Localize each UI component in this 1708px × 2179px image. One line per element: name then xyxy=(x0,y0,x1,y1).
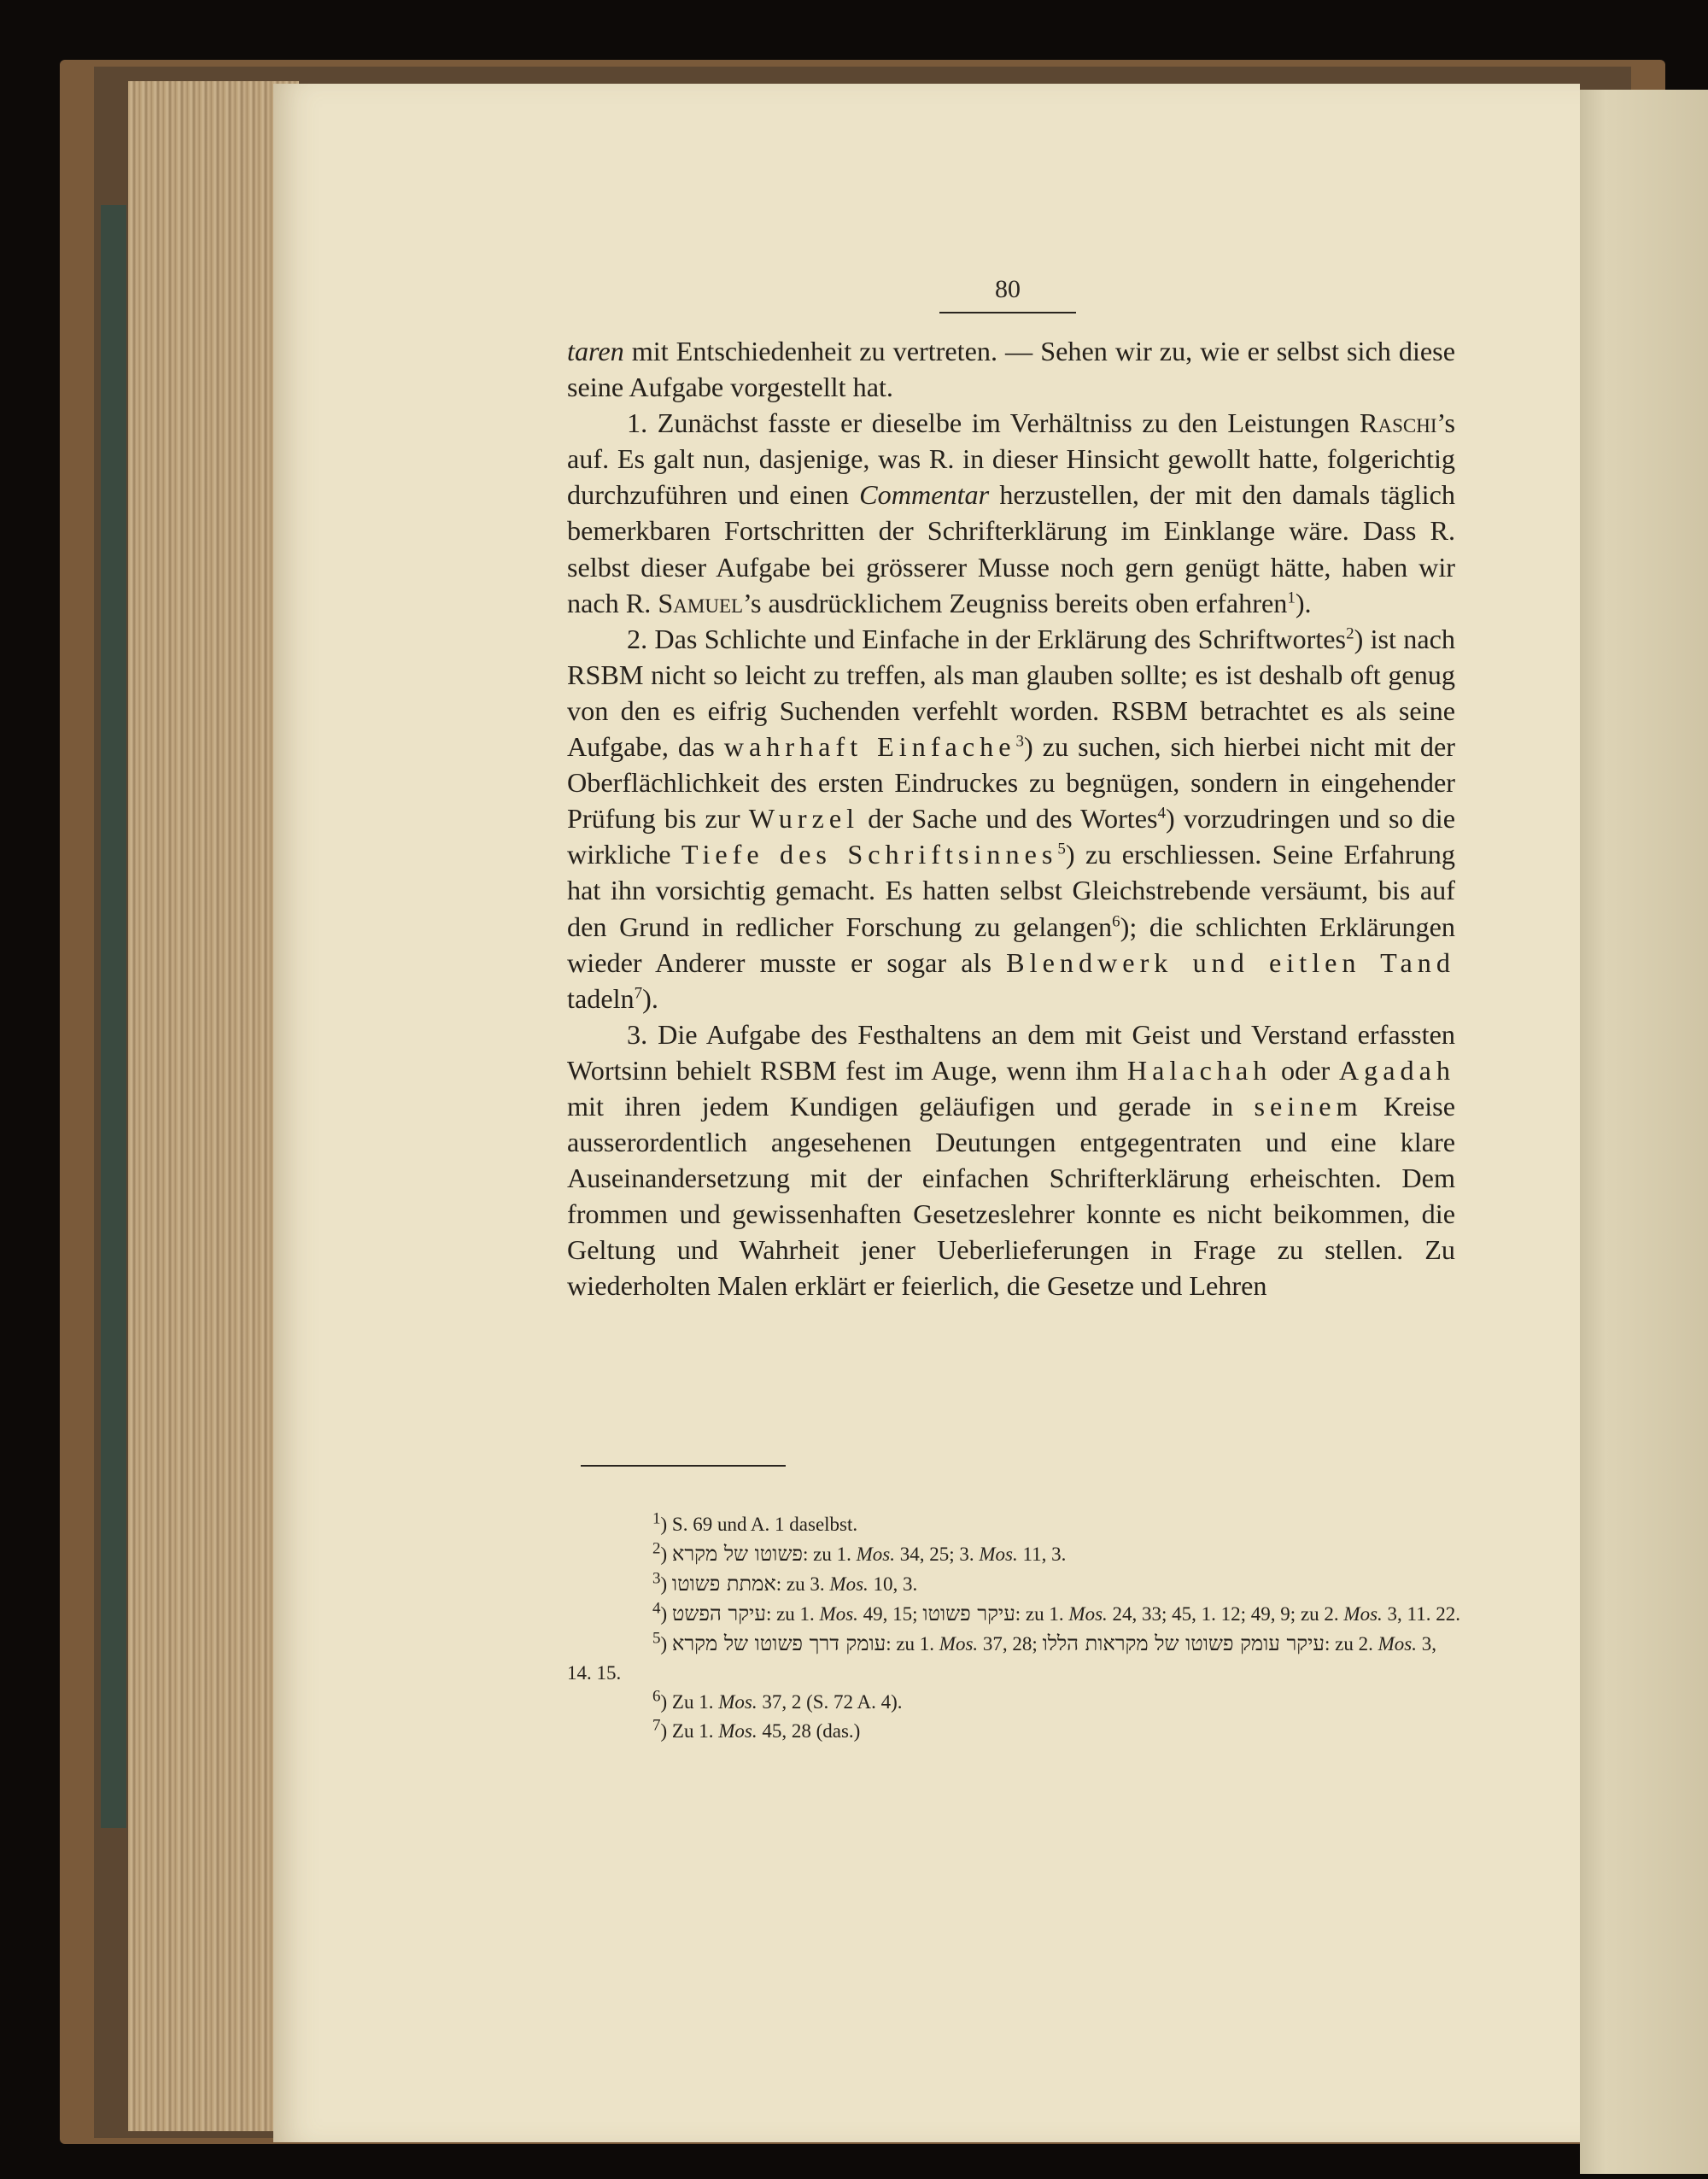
paragraph-3 xyxy=(567,1016,1455,1304)
text-run: : zu 1. xyxy=(765,1603,820,1625)
text-run: seinem xyxy=(1254,1090,1363,1122)
text-run: Mos. xyxy=(939,1633,979,1655)
hebrew-text: עיקר פשוטו xyxy=(922,1602,1015,1625)
text-run: Raschi xyxy=(1360,407,1437,439)
facing-page-edge xyxy=(1580,90,1708,2174)
text-run: Mos. xyxy=(1378,1633,1417,1655)
footnote-ref: 5 xyxy=(1057,840,1066,858)
text-run: Kreise ausserordentlich angesehenen Deutungen entgegentraten und eine klare Auseinandersetzung mit der einfachen Schrifterklärung erheischten. Dem frommen und gewissenhaften Gesetzeslehrer konnte es nicht beikommen, die Geltung und Wahrheit jener Ueberlieferungen in Frage zu stellen. Zu wiederholten Malen erklärt er feierlich, die Gesetze und Lehren xyxy=(567,1090,1455,1302)
footnote-rule xyxy=(581,1465,786,1467)
text-run: Mos. xyxy=(1068,1603,1108,1625)
text-run: wahrhaft Einfache xyxy=(723,731,1016,763)
text-run: mit ihren jedem Kundigen geläufigen und gerade in xyxy=(567,1090,1255,1122)
footnote-2 xyxy=(567,1539,1464,1569)
text-run: Samuel xyxy=(658,587,744,618)
footnote-5 xyxy=(567,1629,1464,1688)
footnote-ref: 3 xyxy=(1015,732,1024,751)
text-run: herzustellen, der mit den damals täglich bemerkbaren Fortschritten der Schrifterklärung im Einklange wäre. Dass R. selbst dieser Aufgabe bei grösserer Musse noch gern genügt hätte, haben wir nach R. xyxy=(567,479,1455,618)
text-run: Halachah xyxy=(1126,1054,1272,1086)
text-run: Mos. xyxy=(856,1543,895,1565)
text-run: 45, 28 (das.) xyxy=(757,1720,861,1742)
text-run: ). xyxy=(642,982,658,1014)
text-run: ). xyxy=(1295,587,1312,618)
footnote-ref: 4 xyxy=(652,1599,661,1618)
text-run: : zu 2. xyxy=(1325,1633,1378,1655)
footnote-ref: 7 xyxy=(652,1716,661,1735)
footnote-ref: 3 xyxy=(652,1569,661,1588)
text-run: 3. Die Aufgabe des Festhaltens an dem mit Geist und Verstand erfassten Wortsinn behielt RSBM fest im Auge, wenn ihm xyxy=(567,1018,1455,1086)
body-text xyxy=(567,333,1455,1304)
text-run: : zu 1. xyxy=(886,1633,939,1655)
footnote-ref: 6 xyxy=(652,1687,661,1706)
text-run: Blendwerk und eitlen Tand xyxy=(1006,946,1455,978)
footnote-7 xyxy=(567,1717,1464,1746)
text-run: mit Entschiedenheit zu vertreten. — Sehen wir zu, wie er selbst sich diese seine Aufgabe vorgestellt hat. xyxy=(567,336,1455,403)
footnote-ref: 6 xyxy=(1112,911,1120,930)
text-run: Tiefe des Schriftsinnes xyxy=(681,839,1058,870)
hebrew-text: אמתת פשוטו xyxy=(671,1572,776,1596)
text-run: ) vorzudringen und so die wirkliche xyxy=(567,803,1455,870)
text-run: ) xyxy=(660,1633,672,1655)
text-run: Mos. xyxy=(829,1573,869,1595)
text-run: ); die schlichten Erklärungen wieder Anderer musste er sogar als xyxy=(567,911,1455,978)
text-run: ) xyxy=(660,1573,672,1595)
text-run: 34, 25; 3. xyxy=(895,1543,980,1565)
footnote-4 xyxy=(567,1599,1464,1629)
text-run: 2. Das Schlichte und Einfache in der Erklärung des Schriftwortes xyxy=(627,623,1347,654)
text-run: 10, 3. xyxy=(868,1573,918,1595)
text-run: tadeln xyxy=(567,982,635,1014)
footnote-ref: 2 xyxy=(652,1539,661,1558)
paragraph-continuation xyxy=(567,333,1455,405)
text-run: ) zu erschliessen. Seine Erfahrung hat ihn vorsichtig gemacht. Es hatten selbst Gleichstrebende versäumt, bis auf den Grund in redlicher Forschung zu gelangen xyxy=(567,839,1455,942)
text-run: 3, 14. 15. xyxy=(567,1633,1436,1684)
footnote-ref: 5 xyxy=(652,1629,661,1648)
text-run: ) xyxy=(660,1603,672,1625)
text-run: ’s auf. Es galt nun, dasjenige, was R. in dieser Hinsicht gewollt hatte, folgerichtig durchzuführen und einen xyxy=(567,407,1455,511)
text-run: ) ist nach RSBM nicht so leicht zu treffen, als man glauben sollte; es ist deshalb oft genug von den es eifrig Suchenden verfehlt worden. RSBM betrachtet es als seine Aufgabe, das xyxy=(567,623,1455,763)
footnote-ref: 1 xyxy=(652,1509,661,1528)
paragraph-1 xyxy=(567,405,1455,621)
hebrew-text: פשוטו של מקרא xyxy=(671,1542,804,1566)
hebrew-text: עיקר עומק פשוטו של מקראות הללו xyxy=(1042,1631,1325,1655)
hebrew-text: עיקר הפשט xyxy=(671,1602,766,1625)
text-run: Agadah xyxy=(1338,1054,1455,1086)
footnote-ref: 1 xyxy=(1287,588,1296,606)
footnote-ref: 2 xyxy=(1346,624,1354,643)
text-run: ) zu suchen, sich hierbei nicht mit der Oberflächlichkeit des ersten Eindruckes zu begnügen, sondern in eingehender Prüfung bis zur xyxy=(567,731,1455,835)
page-number: 80 xyxy=(995,275,1021,303)
text-run: Commentar xyxy=(859,479,990,511)
footnote-6 xyxy=(567,1688,1464,1717)
text-run: 11, 3. xyxy=(1017,1543,1067,1565)
text-run: ’s ausdrücklichem Zeugniss bereits oben erfahren xyxy=(743,587,1288,618)
text-run: ) xyxy=(660,1543,672,1565)
footnote-ref: 4 xyxy=(1157,804,1167,823)
text-run: taren xyxy=(567,336,624,366)
text-run: ) Zu 1. xyxy=(660,1691,719,1713)
text-run: der Sache und des Wortes xyxy=(859,803,1158,835)
text-run: : zu 3. xyxy=(775,1573,830,1595)
text-run: Mos. xyxy=(718,1720,757,1742)
footnotes xyxy=(567,1510,1464,1746)
text-run: Mos. xyxy=(979,1543,1018,1565)
text-run: 1. Zunächst fasste er dieselbe im Verhältniss zu den Leistungen xyxy=(627,407,1360,439)
text-run: Wurzel xyxy=(748,803,860,835)
footnote-ref: 7 xyxy=(634,983,643,1002)
text-run: Mos. xyxy=(1343,1603,1383,1625)
text-run: 37, 28; xyxy=(978,1633,1043,1655)
text-run: : zu 1. xyxy=(803,1543,857,1565)
binding-cloth-edge xyxy=(101,205,126,1828)
footnote-3 xyxy=(567,1569,1464,1599)
text-run: 37, 2 (S. 72 A. 4). xyxy=(757,1691,903,1713)
text-run: : zu 1. xyxy=(1015,1603,1069,1625)
text-run: 24, 33; 45, 1. 12; 49, 9; zu 2. xyxy=(1107,1603,1344,1625)
text-run: Mos. xyxy=(718,1691,757,1713)
paragraph-2 xyxy=(567,621,1455,1016)
hebrew-text: עומק דרך פשוטו של מקרא xyxy=(671,1631,886,1655)
text-run: 49, 15; xyxy=(857,1603,923,1625)
text-run: 3, 11. 22. xyxy=(1382,1603,1460,1625)
text-run: Mos. xyxy=(819,1603,858,1625)
page-number-rule xyxy=(939,312,1076,313)
footnote-1 xyxy=(567,1510,1464,1539)
text-run: ) S. 69 und A. 1 daselbst. xyxy=(660,1514,858,1535)
text-run: ) Zu 1. xyxy=(660,1720,719,1742)
text-run: oder xyxy=(1272,1054,1339,1086)
